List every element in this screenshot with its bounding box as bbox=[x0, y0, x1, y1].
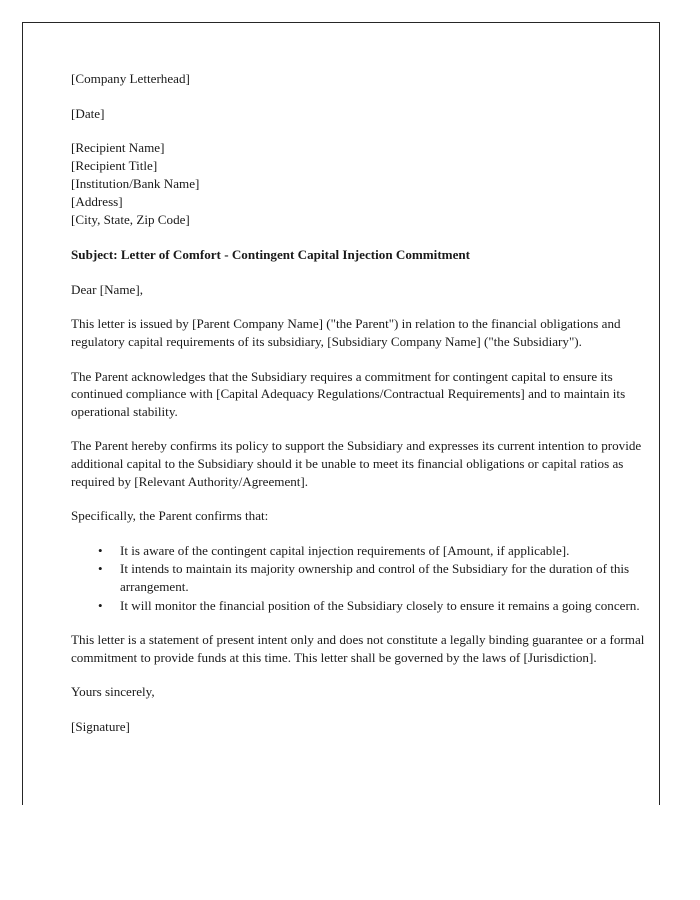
commitments-list bbox=[71, 542, 657, 614]
paragraph-acknowledgement: The Parent acknowledges that the Subsidiary requires a commitment for contingent capital to ensure its continued compliance with [Capital Adequacy Regulations/Contractual Requirements] and to maintain its operational stability. bbox=[71, 368, 626, 419]
company-letterhead: [Company Letterhead] bbox=[71, 71, 190, 86]
closing-salutation: Yours sincerely, bbox=[71, 684, 155, 700]
document-page-frame bbox=[22, 22, 660, 805]
salutation: Dear [Name], bbox=[71, 281, 143, 297]
list-item: • It is aware of the contingent capital injection requirements of [Amount, if applicable]. bbox=[109, 542, 657, 560]
letter-content bbox=[71, 70, 657, 735]
paragraph-disclaimer: This letter is a statement of present intent only and does not constitute a legally binding guarantee or a formal commitment to provide funds at this time. This letter shall be governed by the laws of [Jurisdiction]. bbox=[71, 632, 645, 665]
paragraph-confirmation: The Parent hereby confirms its policy to support the Subsidiary and expresses its current intention to provide additional capital to the Subsidiary should it be unable to meet its financial obligations or capital ratios as required by [Relevant Authority/Agreement]. bbox=[71, 438, 642, 489]
letter-date: [Date] bbox=[71, 105, 105, 121]
recipient-institution: [Institution/Bank Name] bbox=[71, 176, 200, 192]
signature-placeholder: [Signature] bbox=[71, 718, 130, 734]
list-item: • It will monitor the financial position of the Subsidiary closely to ensure it remains a going concern. bbox=[109, 597, 657, 615]
recipient-address-block bbox=[71, 139, 657, 229]
list-lead-in: Specifically, the Parent confirms that: bbox=[71, 508, 269, 524]
list-item: • It intends to maintain its majority ownership and control of the Subsidiary for the duration of this arrangement. bbox=[109, 560, 657, 595]
recipient-title: [Recipient Title] bbox=[71, 158, 158, 174]
recipient-city-state-zip: [City, State, Zip Code] bbox=[71, 212, 190, 228]
paragraph-intro: This letter is issued by [Parent Company Name] ("the Parent") in relation to the financial obligations and regulatory capital requirements of its subsidiary, [Subsidiary Company Name] ("the Subsidiary"). bbox=[71, 316, 621, 349]
recipient-name: [Recipient Name] bbox=[71, 140, 165, 156]
recipient-address: [Address] bbox=[71, 194, 123, 210]
subject-line: Subject: Letter of Comfort - Contingent Capital Injection Commitment bbox=[71, 247, 471, 263]
